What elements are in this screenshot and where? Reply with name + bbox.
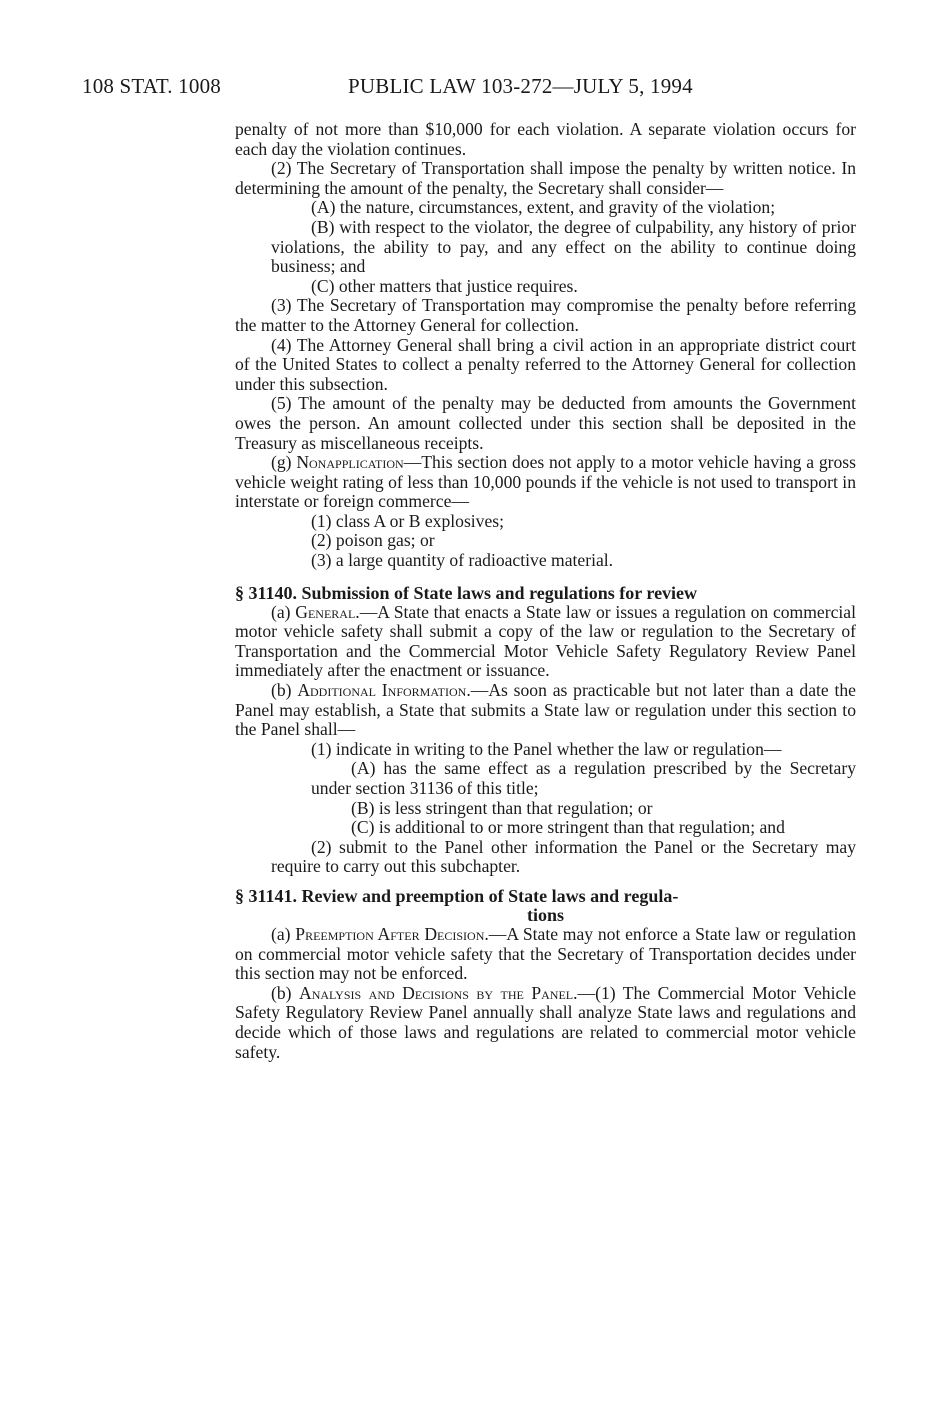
subsection-g-label: (g) [271, 452, 297, 473]
section-31140-b-heading: Additional Information [297, 680, 467, 701]
item-b1A: (A) has the same effect as a regulation prescribed by the Secretary under section 31136 of this title; [311, 758, 856, 798]
paragraph-2b: (B) with respect to the violator, the degree of culpability, any history of prior violations, the ability to pay, and any effect on the ability to continue doing business; and [271, 216, 856, 277]
section-31141-a-heading: Preemption After Decision [295, 923, 485, 944]
document-body [235, 120, 856, 1062]
page-header [82, 74, 742, 102]
paragraph-2c: (C) other matters that justice requires. [311, 275, 578, 296]
item-b1B: (B) is less stringent than that regulation; or [351, 797, 653, 818]
section-31141-heading-line2: tions [526, 904, 564, 925]
paragraph-penalty: penalty of not more than $10,000 for each violation. A separate violation occurs for each day the violation continues. [235, 119, 856, 159]
section-31140-a-text: .—A State that enacts a State law or issues a regulation on commercial motor vehicle safety shall submit a copy of the law or regulation to the Secretary of Transportation and the Commercial Motor Vehicle Safety Regulatory Review Panel immediately after the enactment or issuance. [235, 601, 856, 681]
section-31141-a-text: .—A State may not enforce a State law or regulation on commercial motor vehicle safety that the Secretary of Transportation decides under this section may not be enforced. [235, 923, 856, 984]
section-31141-b-label: (b) [271, 982, 300, 1003]
section-31140-heading: § 31140. Submission of State laws and regulations for review [235, 582, 698, 603]
item-g2: (2) poison gas; or [311, 530, 435, 551]
section-31140-a-heading: General [295, 601, 356, 622]
paragraph-4: (4) The Attorney General shall bring a civil action in an appropriate district court of the United States to collect a penalty referred to the Attorney General for collection under this subsection. [235, 334, 856, 394]
section-31141-a [235, 925, 856, 984]
section-31140-b-label: (b) [271, 680, 298, 701]
section-31140-b [235, 681, 856, 740]
section-31140-a-label: (a) [271, 601, 296, 622]
paragraph-5: (5) The amount of the penalty may be deducted from amounts the Government owes the person. An amount collected under this section shall be deposited in the Treasury as miscellaneous receipts. [235, 393, 856, 453]
paragraph-2: (2) The Secretary of Transportation shall impose the penalty by written notice. In determining the amount of the penalty, the Secretary shall consider— [235, 158, 856, 198]
item-g1: (1) class A or B explosives; [311, 510, 505, 531]
section-31141-heading-line1: § 31141. Review and preemption of State laws and regula- [235, 885, 679, 906]
section-31141-b-text: .—(1) The Commercial Motor Vehicle Safety Regulatory Review Panel annually shall analyze State laws and regulations and decide which of those laws and regulations are related to commercial motor vehicle safety. [235, 982, 857, 1062]
public-law-title: PUBLIC LAW 103-272—JULY 5, 1994 [348, 74, 693, 98]
statute-citation: 108 STAT. 1008 [82, 74, 221, 98]
subsection-g-text: —This section does not apply to a motor vehicle having a gross vehicle weight rating of less than 10,000 pounds if the vehicle is not used to transport in interstate or foreign commerce— [235, 452, 856, 512]
section-31141-heading [235, 887, 856, 925]
item-b2: (2) submit to the Panel other information the Panel or the Secretary may require to carry out this subchapter. [271, 836, 856, 877]
item-b1: (1) indicate in writing to the Panel whether the law or regulation— [311, 738, 782, 759]
subsection-g [235, 453, 856, 512]
item-b1C: (C) is additional to or more stringent than that regulation; and [351, 817, 785, 838]
section-31141-a-label: (a) [271, 923, 296, 944]
section-31140-b-text: .—As soon as practicable but not later than a date the Panel may establish, a State that submits a State law or regulation under this section to the Panel shall— [235, 680, 856, 740]
section-31140-a [235, 603, 856, 681]
section-31141-b-heading: Analysis and Decisions by the Panel [299, 982, 574, 1003]
paragraph-2a: (A) the nature, circumstances, extent, and gravity of the violation; [311, 197, 776, 218]
paragraph-3: (3) The Secretary of Transportation may compromise the penalty before referring the matter to the Attorney General for collection. [235, 295, 856, 335]
item-g3: (3) a large quantity of radioactive material. [311, 550, 614, 571]
section-31141-b [235, 984, 856, 1062]
subsection-g-heading: Nonapplication [296, 452, 404, 473]
